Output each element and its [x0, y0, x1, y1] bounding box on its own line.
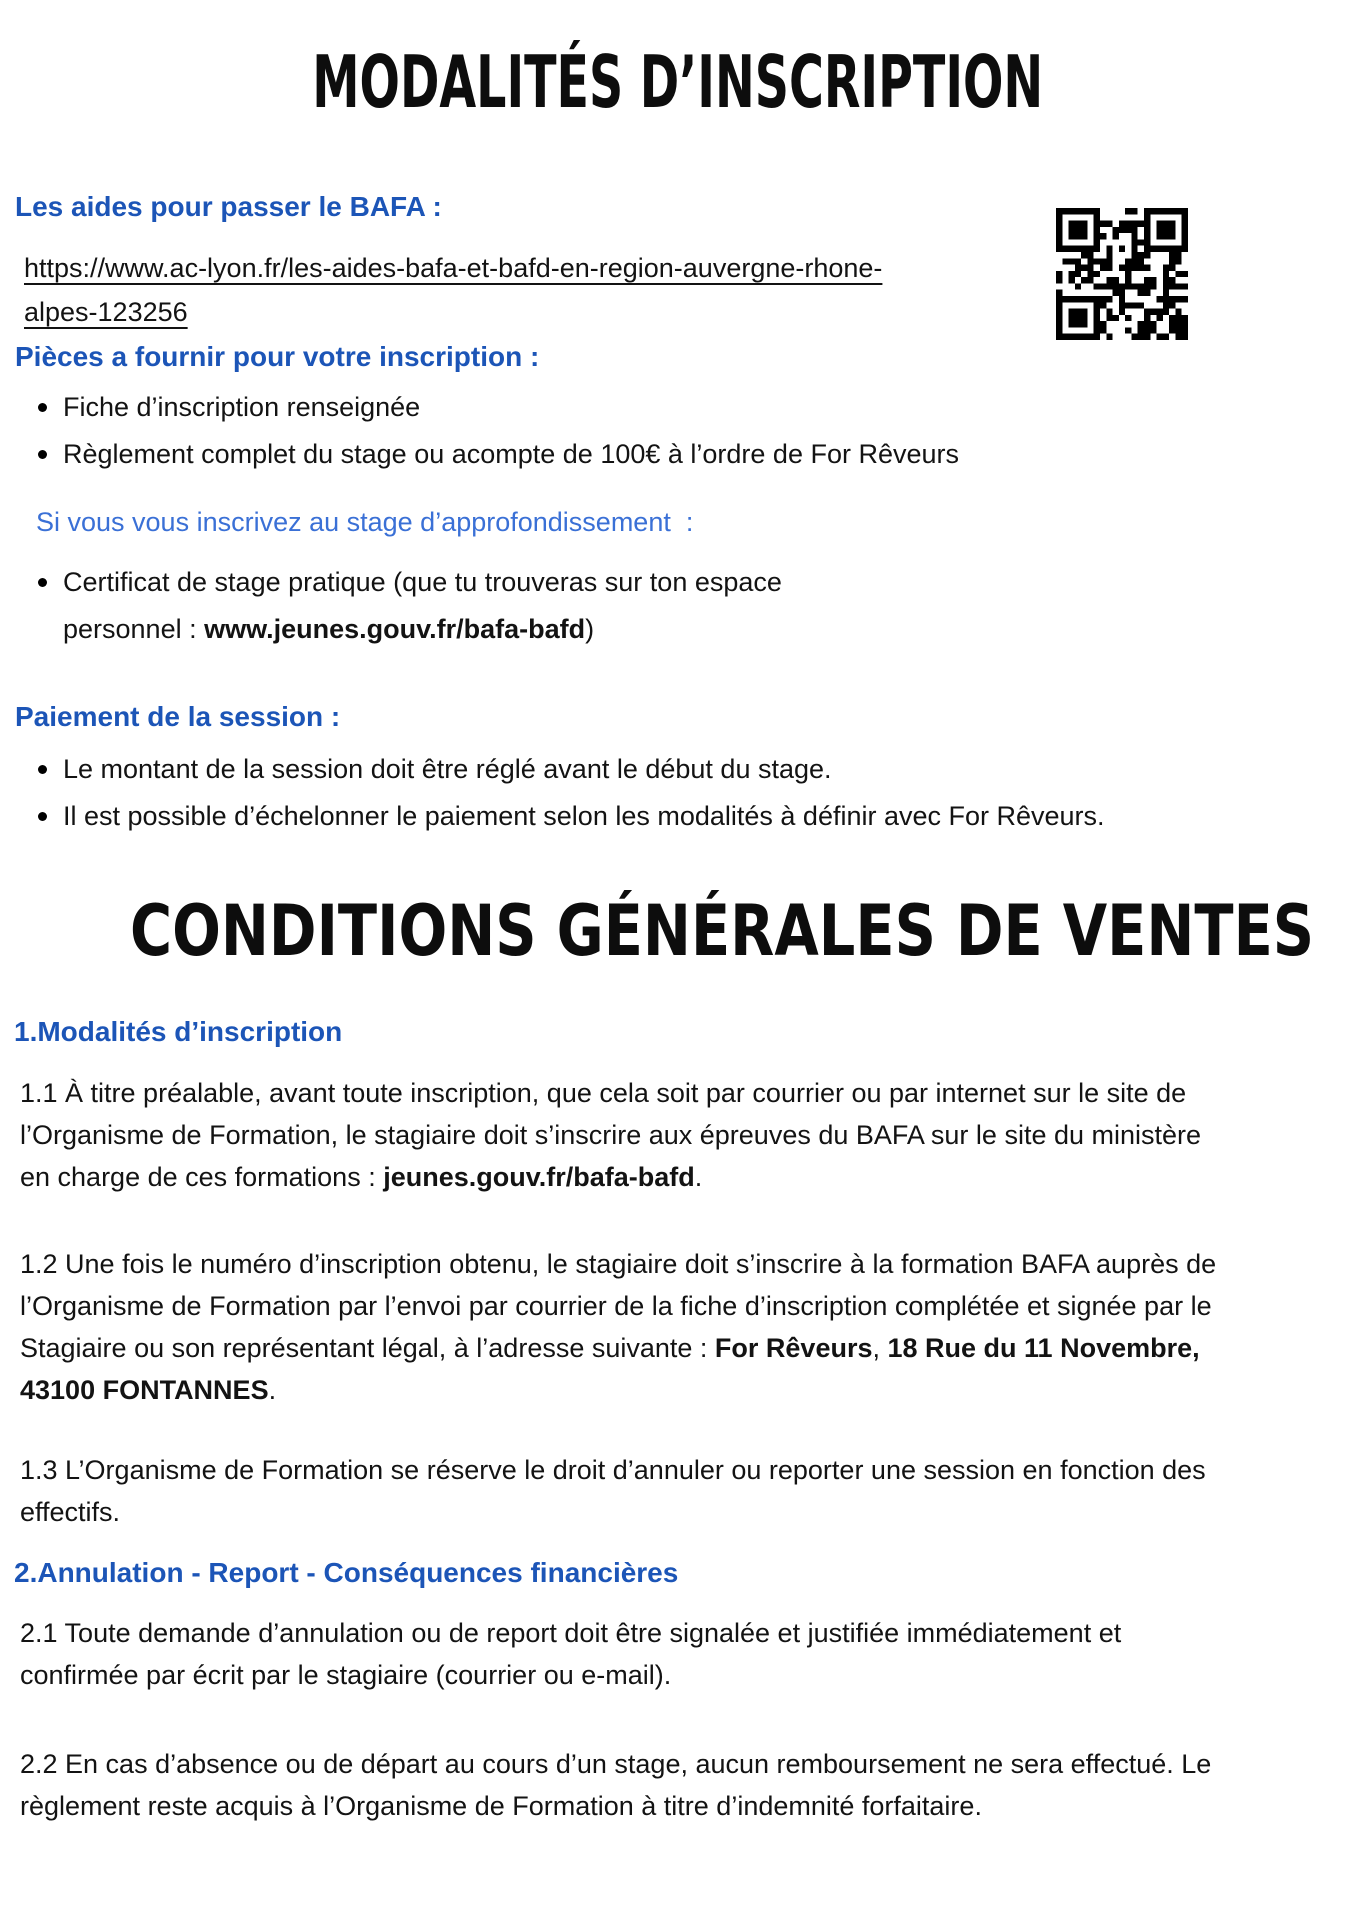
bullet-icon [38, 812, 47, 821]
text: règlement reste acquis à l’Organisme de Formation à titre d’indemnité forfaitaire. [20, 1791, 982, 1821]
text-line [20, 1491, 1206, 1533]
bold-text: 18 Rue du 11 Novembre, [887, 1333, 1200, 1363]
section-heading-aides: Les aides pour passer le BAFA : [15, 191, 442, 222]
list-item [38, 793, 1105, 840]
list-item [38, 384, 959, 431]
list-item-text [63, 384, 420, 431]
text: en charge de ces formations : [20, 1162, 384, 1192]
bullet-icon [38, 765, 47, 774]
text-line [20, 1654, 1121, 1696]
text-line [20, 1114, 1201, 1156]
section-heading-pieces: Pièces a fournir pour votre inscription : [15, 341, 540, 372]
text: ) [585, 614, 595, 644]
bullet-icon [38, 578, 47, 587]
text-line [20, 1072, 1201, 1114]
section-heading-cgv-1: 1.Modalités d’inscription [14, 1016, 343, 1047]
bold-text: www.jeunes.gouv.fr/bafa-bafd [204, 614, 586, 644]
approfondissement-bullet-list [38, 559, 782, 653]
text-line [63, 559, 782, 606]
text: , [872, 1333, 888, 1363]
pieces-bullet-list [38, 384, 959, 478]
bafa-aid-link[interactable] [24, 246, 882, 334]
text-line [20, 1369, 1216, 1411]
text: . [694, 1162, 703, 1192]
page-title-cgv-text: CONDITIONS GÉNÉRALES DE VENTES [129, 890, 1315, 972]
bold-text: jeunes.gouv.fr/bafa-bafd [383, 1162, 695, 1192]
text: 1.2 Une fois le numéro d’inscription obtenu, le stagiaire doit s’inscrire à la formation BAFA auprès de [20, 1249, 1217, 1279]
paragraph-1-1 [20, 1072, 1201, 1198]
text-line [20, 1156, 1201, 1198]
paragraph-2-1 [20, 1612, 1121, 1696]
text: l’Organisme de Formation par l’envoi par courrier de la fiche d’inscription complétée et signée par le [20, 1291, 1212, 1321]
text-line [20, 1612, 1121, 1654]
page-title-cgv [0, 890, 1356, 972]
section-heading-cgv-2: 2.Annulation - Report - Conséquences financières [14, 1557, 679, 1588]
list-item-text [63, 793, 1105, 840]
text-line [20, 1327, 1216, 1369]
page-title-modalites [0, 40, 1356, 124]
section-heading-approfondissement: Si vous vous inscrivez au stage d’approfondissement : [36, 507, 694, 537]
text-line [20, 1743, 1211, 1785]
text: Stagiaire ou son représentant légal, à l’adresse suivante : [20, 1333, 715, 1363]
text-line [20, 1785, 1211, 1827]
list-item-text [63, 431, 959, 478]
text: . [268, 1375, 277, 1405]
text-line: Règlement complet du stage ou acompte de 100€ à l’ordre de For Rêveurs [63, 439, 960, 469]
text-line: Fiche d’inscription renseignée [63, 392, 421, 422]
bullet-icon [38, 403, 47, 412]
text-line: alpes-123256 [24, 297, 188, 327]
list-item [38, 746, 1105, 793]
list-item-text [63, 746, 832, 793]
text-line [20, 1243, 1216, 1285]
text-line [63, 606, 782, 653]
bullet-icon [38, 450, 47, 459]
list-item-text [63, 559, 782, 653]
text: 2.1 Toute demande d’annulation ou de report doit être signalée et justifiée immédiatement et [20, 1618, 1122, 1648]
paiement-bullet-list [38, 746, 1105, 840]
text: 1.3 L’Organisme de Formation se réserve le droit d’annuler ou reporter une session en fonction des [20, 1455, 1206, 1485]
qr-code-icon [1056, 208, 1188, 340]
list-item [38, 431, 959, 478]
page-title-modalites-text: MODALITÉS D’INSCRIPTION [312, 40, 1044, 124]
text-line [20, 1449, 1206, 1491]
text: personnel : [63, 614, 205, 644]
paragraph-1-2 [20, 1243, 1216, 1411]
text-line: Le montant de la session doit être réglé avant le début du stage. [63, 754, 832, 784]
text-line: https://www.ac-lyon.fr/les-aides-bafa-et-bafd-en-region-auvergne-rhone- [24, 253, 883, 283]
text: Certificat de stage pratique (que tu trouveras sur ton espace [63, 567, 782, 597]
text: confirmée par écrit par le stagiaire (courrier ou e-mail). [20, 1660, 672, 1690]
bold-text: For Rêveurs [714, 1333, 873, 1363]
section-heading-paiement: Paiement de la session : [15, 701, 341, 732]
paragraph-1-3 [20, 1449, 1206, 1533]
text-line [20, 1285, 1216, 1327]
list-item [38, 559, 782, 653]
text: effectifs. [20, 1497, 121, 1527]
text-line: Il est possible d’échelonner le paiement selon les modalités à définir avec For Rêveurs. [63, 801, 1105, 831]
text: 1.1 À titre préalable, avant toute inscription, que cela soit par courrier ou par internet sur le site de [20, 1078, 1187, 1108]
text: 2.2 En cas d’absence ou de départ au cours d’un stage, aucun remboursement ne sera effectué. Le [20, 1749, 1212, 1779]
text: l’Organisme de Formation, le stagiaire doit s’inscrire aux épreuves du BAFA sur le site du ministère [20, 1120, 1202, 1150]
bold-text: 43100 FONTANNES [20, 1375, 269, 1405]
paragraph-2-2 [20, 1743, 1211, 1827]
